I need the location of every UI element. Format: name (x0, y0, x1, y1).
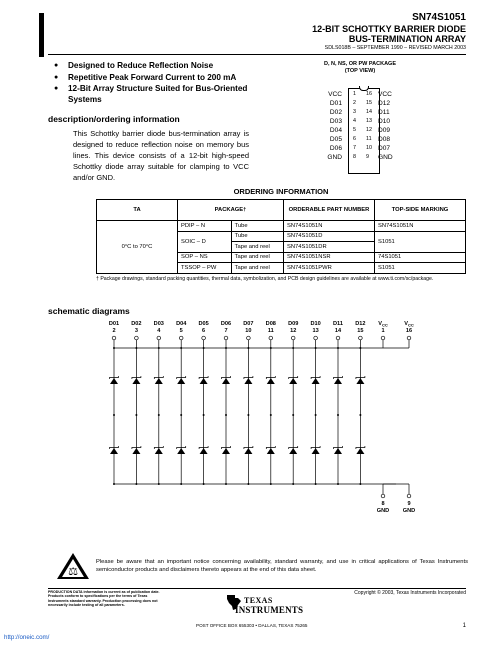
pin-left-name: D04 (329, 127, 342, 134)
pin-label: D08 (265, 321, 276, 327)
important-notice: Please be aware that an important notice concerning availability, standard warranty, and use in critical applications of Texas Instruments semiconductor products and disclaimers thereto appears at the end of this data sheet. (96, 559, 468, 573)
pin-terminal (359, 336, 363, 340)
diode-symbol (110, 378, 118, 384)
pin-row (322, 99, 412, 108)
cell-form: Tube (231, 231, 283, 242)
pin-spacer (356, 144, 366, 153)
gnd-label: GND (402, 508, 416, 514)
feature-item: ● Repetitive Peak Forward Current to 200 mA (52, 73, 252, 84)
pin-right-num: 13 (366, 118, 372, 124)
pin-right-num: 14 (366, 109, 372, 115)
gnd-terminal (381, 494, 385, 498)
production-data: PRODUCTION DATA information is current as of publication date. Products conform to specifications per the terms of Texas Instruments standard warranty. Production processing does not necessarily include testing of all parameters. (48, 590, 160, 608)
diode-symbol (200, 448, 208, 454)
cell-mark: SN74S1051N (375, 221, 466, 232)
pin-terminal (157, 336, 161, 340)
pin-terminal (202, 336, 206, 340)
schematic-heading: schematic diagrams (48, 306, 130, 316)
junction-dot (337, 347, 339, 349)
diode-symbol (334, 448, 342, 454)
ordering-footnote: † Package drawings, standard packing quantities, thermal data, symbolization, and PCB design guidelines are available at www.ti.com/sc/package. (96, 276, 434, 282)
cell-pkg: SOP – NS (178, 252, 232, 263)
pin-left-num: 1 (353, 91, 356, 97)
cell-part: SN74S1051DR (284, 242, 375, 253)
doc-info: SDLS018B – SEPTEMBER 1990 – REVISED MARCH 2003 (324, 45, 466, 51)
diode-symbol (155, 448, 163, 454)
junction-dot (292, 414, 294, 416)
pin-left-num: 4 (353, 118, 356, 124)
junction-dot (359, 347, 361, 349)
ordering-title: ORDERING INFORMATION (233, 187, 329, 196)
pin-left-num: 2 (353, 100, 356, 106)
pin-terminal (179, 336, 183, 340)
junction-dot (337, 414, 339, 416)
cell-form: Tube (231, 221, 283, 232)
diode-symbol (267, 378, 275, 384)
junction-dot (359, 414, 361, 416)
feature-item: ● Designed to Reduce Reflection Noise (52, 61, 252, 72)
header-bar (39, 13, 44, 57)
schematic-diagram (100, 318, 420, 514)
junction-dot (247, 347, 249, 349)
pin-right-name: D11 (378, 109, 390, 116)
pin-left-num: 3 (353, 109, 356, 115)
pin-terminal (314, 336, 318, 340)
pin-right-num: 15 (366, 100, 372, 106)
pin-right-name: GND (378, 154, 393, 161)
pin-spacer (356, 117, 366, 126)
vcc-label: $V_{CC}$ (404, 321, 414, 328)
pin-left-name: D02 (329, 109, 342, 116)
diode-symbol (312, 378, 320, 384)
brand-line-2: INSTRUMENTS (235, 605, 304, 615)
junction-dot (225, 483, 227, 485)
diode-symbol (222, 378, 230, 384)
pin-terminal (291, 336, 295, 340)
svg-text:⚖: ⚖ (68, 565, 78, 578)
pin-rows (322, 90, 412, 162)
pin-label: D10 (310, 321, 321, 327)
page-number: 1 (462, 623, 466, 629)
junction-dot (158, 414, 160, 416)
pin-left-name: D05 (329, 136, 342, 143)
pin-left-name: D01 (329, 100, 342, 107)
cell-mark: S1051 (375, 263, 466, 274)
pin-label: D02 (131, 321, 142, 327)
pin-label: D03 (153, 321, 164, 327)
diode-symbol (132, 378, 140, 384)
description-heading: description/ordering information (48, 114, 180, 124)
pin-left-num: 6 (353, 136, 356, 142)
diode-symbol (244, 448, 252, 454)
pin-terminal (269, 336, 273, 340)
diode-symbol (267, 448, 275, 454)
pin-terminal (112, 336, 116, 340)
pin-number: 12 (290, 328, 297, 334)
vcc-number: 16 (405, 328, 413, 334)
cell-pkg: TSSOP – PW (178, 263, 232, 274)
pin-spacer (356, 99, 366, 108)
diode-symbol (312, 448, 320, 454)
pin-number: 7 (224, 328, 228, 334)
junction-dot (225, 347, 227, 349)
cell-part: SN74S1051NSR (284, 252, 375, 263)
junction-dot (113, 414, 115, 416)
pin-right-num: 10 (366, 145, 372, 151)
diode-symbol (289, 378, 297, 384)
cell-part: SN74S1051N (284, 221, 375, 232)
junction-dot (292, 483, 294, 485)
description-text: This Schottky barrier diode bus-termination array is designed to reduce reflection noise on memory bus lines. This device consists of a 12-bit high-speed Schottky diode array suitable for clamping to VCC and/or GND. (73, 129, 249, 182)
cell-pkg: SOIC – D (178, 231, 232, 252)
pin-row (322, 144, 412, 153)
pin-right-name: D09 (378, 127, 391, 134)
pin-label: D07 (243, 321, 254, 327)
pin-row (322, 135, 412, 144)
junction-dot (337, 483, 339, 485)
junction-dot (180, 414, 182, 416)
pin-left-name: D03 (329, 118, 342, 125)
cell-part: SN74S1051D (284, 231, 375, 242)
pin-left-num: 5 (353, 127, 356, 133)
pin-number: 11 (267, 328, 274, 334)
vcc-terminal (407, 336, 411, 340)
package-title (290, 61, 430, 75)
pin-number: 3 (134, 328, 138, 334)
pin-terminal (224, 336, 228, 340)
pin-spacer (356, 153, 366, 162)
junction-dot (135, 483, 137, 485)
junction-dot (270, 483, 272, 485)
pin-spacer (356, 126, 366, 135)
junction-dot (158, 347, 160, 349)
gnd-terminal (407, 494, 411, 498)
pin-spacer (356, 90, 366, 99)
junction-dot (315, 414, 317, 416)
pin-right-num: 9 (366, 154, 369, 160)
junction-dot (203, 347, 205, 349)
junction-dot (315, 347, 317, 349)
junction-dot (180, 483, 182, 485)
package-title-line-1: D, N, NS, OR PW PACKAGE (323, 61, 396, 67)
pin-right-name: D07 (378, 145, 391, 152)
pin-number: 2 (112, 328, 116, 334)
diode-symbol (132, 448, 140, 454)
pin-right-name: D12 (378, 100, 391, 107)
pin-number: 13 (312, 328, 319, 334)
junction-dot (135, 347, 137, 349)
pin-number: 15 (357, 328, 364, 334)
pin-row (322, 153, 412, 162)
pin-number: 4 (157, 328, 161, 334)
junction-dot (203, 414, 205, 416)
diode-symbol (110, 448, 118, 454)
junction-dot (225, 414, 227, 416)
pin-number: 14 (334, 328, 342, 334)
junction-dot (247, 414, 249, 416)
pin-label: D11 (333, 321, 343, 327)
diode-symbol (222, 448, 230, 454)
pin-spacer (356, 135, 366, 144)
footer-rule (48, 588, 466, 589)
pin-row (322, 108, 412, 117)
ordering-table (96, 199, 466, 274)
pin-right-num: 12 (366, 127, 372, 133)
diode-symbol (155, 378, 163, 384)
junction-dot (292, 347, 294, 349)
pin-number: 10 (245, 328, 252, 334)
cell-form: Tape and reel (231, 252, 283, 263)
pin-label: D04 (176, 321, 187, 327)
pin-right-name: D08 (378, 136, 391, 143)
junction-dot (315, 483, 317, 485)
part-number: SN74S1051 (412, 12, 466, 23)
junction-dot (180, 347, 182, 349)
title-line-1: 12-BIT SCHOTTKY BARRIER DIODE (312, 24, 466, 34)
vcc-label: $V_{CC}$ (378, 321, 388, 328)
cell-mark: S1051 (375, 231, 466, 252)
pin-left-name: D06 (329, 145, 342, 152)
pin-label: D05 (198, 321, 209, 327)
junction-dot (113, 483, 115, 485)
diode-symbol (200, 378, 208, 384)
pin-label: D06 (220, 321, 232, 327)
cell-mark: 74S1051 (375, 252, 466, 263)
junction-dot (359, 483, 361, 485)
gnd-number: 8 (381, 501, 385, 507)
pin-right-num: 11 (366, 136, 372, 142)
pin-label: D01 (108, 321, 120, 327)
diode-symbol (356, 448, 364, 454)
header-rule (48, 54, 466, 55)
col-package: PACKAGE† (178, 200, 284, 221)
vcc-subscript: CC (381, 322, 388, 328)
col-part: ORDERABLE PART NUMBER (284, 200, 375, 221)
cell-form: Tape and reel (231, 242, 283, 253)
diode-symbol (289, 448, 297, 454)
vcc-terminal (381, 336, 385, 340)
pin-row (322, 90, 412, 99)
warning-triangle-icon (56, 552, 90, 580)
vcc-number: 1 (381, 328, 385, 334)
pin-left-num: 8 (353, 154, 356, 160)
feature-list (52, 61, 252, 106)
pin-right-name: VCC (378, 91, 392, 98)
col-ta: TA (97, 200, 178, 221)
pin-right-num: 16 (366, 91, 372, 97)
junction-dot (113, 347, 115, 349)
pin-number: 5 (179, 328, 183, 334)
pin-right-name: D10 (378, 118, 391, 125)
diode-symbol (177, 378, 185, 384)
pin-left-name: GND (327, 154, 342, 161)
pin-spacer (356, 108, 366, 117)
pin-label: D12 (355, 321, 366, 327)
brand-line-1: TEXAS (244, 596, 273, 605)
junction-dot (270, 347, 272, 349)
pin-left-num: 7 (353, 145, 356, 151)
pin-number: 6 (202, 328, 206, 334)
address: POST OFFICE BOX 655303 • DALLAS, TEXAS 75265 (196, 623, 308, 628)
copyright: Copyright © 2003, Texas Instruments Incorporated (354, 590, 466, 596)
pin-label: D09 (288, 321, 299, 327)
junction-dot (203, 483, 205, 485)
col-marking: TOP-SIDE MARKING (375, 200, 466, 221)
vcc-subscript: CC (407, 322, 414, 328)
junction-dot (158, 483, 160, 485)
package-title-line-2: (TOP VIEW) (344, 68, 376, 74)
pin-terminal (135, 336, 139, 340)
cell-form: Tape and reel (231, 263, 283, 274)
pin-row (322, 117, 412, 126)
cell-pkg: PDIP – N (178, 221, 232, 232)
cell-part: SN74S1051PWR (284, 263, 375, 274)
junction-dot (270, 414, 272, 416)
diode-symbol (356, 378, 364, 384)
pin-left-name: VCC (328, 91, 342, 98)
title-line-2: BUS-TERMINATION ARRAY (348, 34, 466, 44)
temp-range: 0°C to 70°C (97, 221, 178, 274)
diode-symbol (334, 378, 342, 384)
junction-dot (247, 483, 249, 485)
pin-row (322, 126, 412, 135)
gnd-number: 9 (407, 501, 411, 507)
pin-terminal (247, 336, 251, 340)
pin-terminal (336, 336, 340, 340)
diode-symbol (244, 378, 252, 384)
junction-dot (135, 414, 137, 416)
gnd-label: GND (376, 508, 390, 514)
footer-link[interactable]: http://oneic.com/ (4, 634, 50, 641)
feature-item: ● 12-Bit Array Structure Suited for Bus-Oriented Systems (52, 84, 252, 105)
diode-symbol (177, 448, 185, 454)
